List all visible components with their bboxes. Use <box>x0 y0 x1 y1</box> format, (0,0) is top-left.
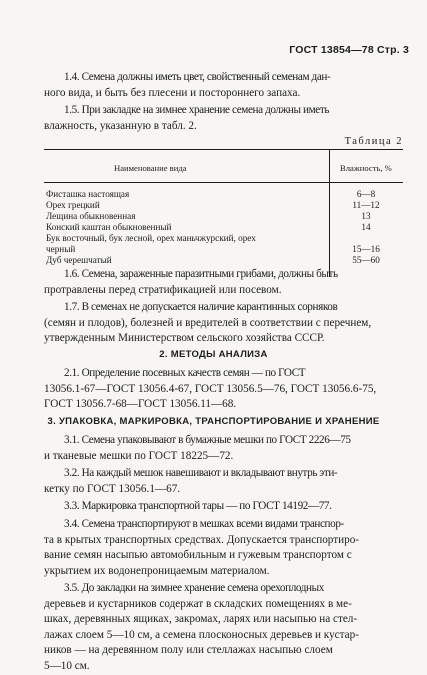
moisture-cell: 14 <box>361 222 371 232</box>
text-line: шках, деревянных ящиках, закромах, ларях или насыпью на стел- <box>44 613 358 626</box>
text-line: (семян и плодов), болезней и вредителей в соответствии с перечнем, <box>44 316 372 329</box>
paragraph-2-1 <box>44 366 403 413</box>
paragraph-3-2 <box>44 466 403 497</box>
text-line: утвержденным Министерством сельского хозяйства СССР. <box>44 332 325 345</box>
text-line: кетку по ГОСТ 13056.1—67. <box>44 482 181 495</box>
text-line: 1.5. При закладке на зимнее хранение семена должны иметь <box>64 104 330 116</box>
text-line: 2.1. Определение посевных качеств семян — по ГОСТ <box>64 367 306 379</box>
text-line: 1.4. Семена должны иметь цвет, свойственный семенам дан- <box>64 71 331 83</box>
table-row <box>44 189 403 200</box>
column-header-moisture: Влажность, % <box>340 163 392 173</box>
text-line: протравлены перед стратификацией или посевом. <box>44 283 282 296</box>
table-row <box>44 222 403 233</box>
text-line: укрытием их водонепроницаемым материалом. <box>44 564 270 577</box>
table-row <box>44 244 403 255</box>
column-header-species: Наименование вида <box>114 163 187 173</box>
table-row <box>44 255 403 266</box>
text-line: ГОСТ 13056.7-68—ГОСТ 13056.11—68. <box>44 398 237 411</box>
table-row <box>44 200 403 211</box>
species-cell: Лещина обыкновенная <box>46 211 136 221</box>
moisture-cell: 6—8 <box>356 189 376 199</box>
text-line: влажность, указанную в табл. 2. <box>44 119 197 132</box>
paragraph-3-5 <box>44 581 403 675</box>
paragraph-1-6 <box>44 267 403 298</box>
text-line: деревьев и кустарников содержат в складских помещениях в ме- <box>44 597 352 610</box>
species-cell: Орех грецкий <box>46 200 100 210</box>
section-heading-2: 2. МЕТОДЫ АНАЛИЗА <box>159 349 268 360</box>
table-row <box>44 211 403 222</box>
text-line: ного вида, и быть без плесени и постороннего запаха. <box>44 86 301 99</box>
paragraph-1-7 <box>44 300 403 347</box>
table-row <box>44 233 403 244</box>
text-line: 3.3. Маркировка транспортной тары — по ГОСТ 14192—77. <box>64 500 332 512</box>
paragraph-3-3 <box>44 499 403 515</box>
species-cell: черный <box>46 244 76 254</box>
section-heading-3: 3. УПАКОВКА, МАРКИРОВКА, ТРАНСПОРТИРОВАНИЕ И ХРАНЕНИЕ <box>47 416 380 427</box>
species-cell: Конский каштан обыкновенный <box>46 222 172 232</box>
paragraph-3-4 <box>44 517 403 579</box>
table-caption: Таблица 2 <box>344 136 403 147</box>
text-line: лажах слоем 5—10 см, а семена плосконосных деревьев и кустар- <box>44 628 359 641</box>
table-top-rule <box>44 149 403 150</box>
text-line: 1.7. В семенах не допускается наличие карантинных сорняков <box>64 301 338 313</box>
species-cell: Бук восточный, бук лесной, орех маньчжурский, орех <box>46 233 256 243</box>
text-line: 3.5. До закладки на зимнее хранение семена орехоплодных <box>64 582 324 594</box>
running-header: ГОСТ 13854—78 Стр. 3 <box>289 44 409 56</box>
text-line: 1.6. Семена, зараженные паразитными грибами, должны быть <box>64 268 338 280</box>
text-line: 13056.1-67—ГОСТ 13056.4-67, ГОСТ 13056.5—76, ГОСТ 13056.6-75, <box>44 382 377 395</box>
moisture-cell: 55—60 <box>352 255 380 265</box>
text-line: 5—10 см. <box>44 659 90 672</box>
text-line: ников — на деревянном полу или стеллажах насыпью слоем <box>44 644 333 657</box>
text-line: и тканевые мешки по ГОСТ 18225—72. <box>44 449 234 462</box>
table-header-rule <box>44 182 403 183</box>
paragraph-1-5 <box>44 103 403 134</box>
moisture-cell: 11—12 <box>352 200 380 210</box>
moisture-cell: 13 <box>361 211 371 221</box>
text-line: 3.2. На каждый мешок навешивают и вкладывают внутрь эти- <box>64 467 338 479</box>
text-line: 3.4. Семена транспортируют в мешках всеми видами транспор- <box>64 518 344 530</box>
paragraph-3-1 <box>44 433 403 464</box>
species-cell: Фисташка настоящая <box>46 189 130 199</box>
text-line: вание семян насыпью автомобильным и гужевым транспортом с <box>44 549 352 562</box>
text-line: та в крытых транспортных средствах. Допускается транспортиро- <box>44 533 360 546</box>
paragraph-1-4 <box>44 70 403 101</box>
text-line: 3.1. Семена упаковывают в бумажные мешки по ГОСТ 2226—75 <box>64 434 351 446</box>
species-cell: Дуб черешчатый <box>46 255 112 265</box>
moisture-cell: 15—16 <box>352 244 380 254</box>
